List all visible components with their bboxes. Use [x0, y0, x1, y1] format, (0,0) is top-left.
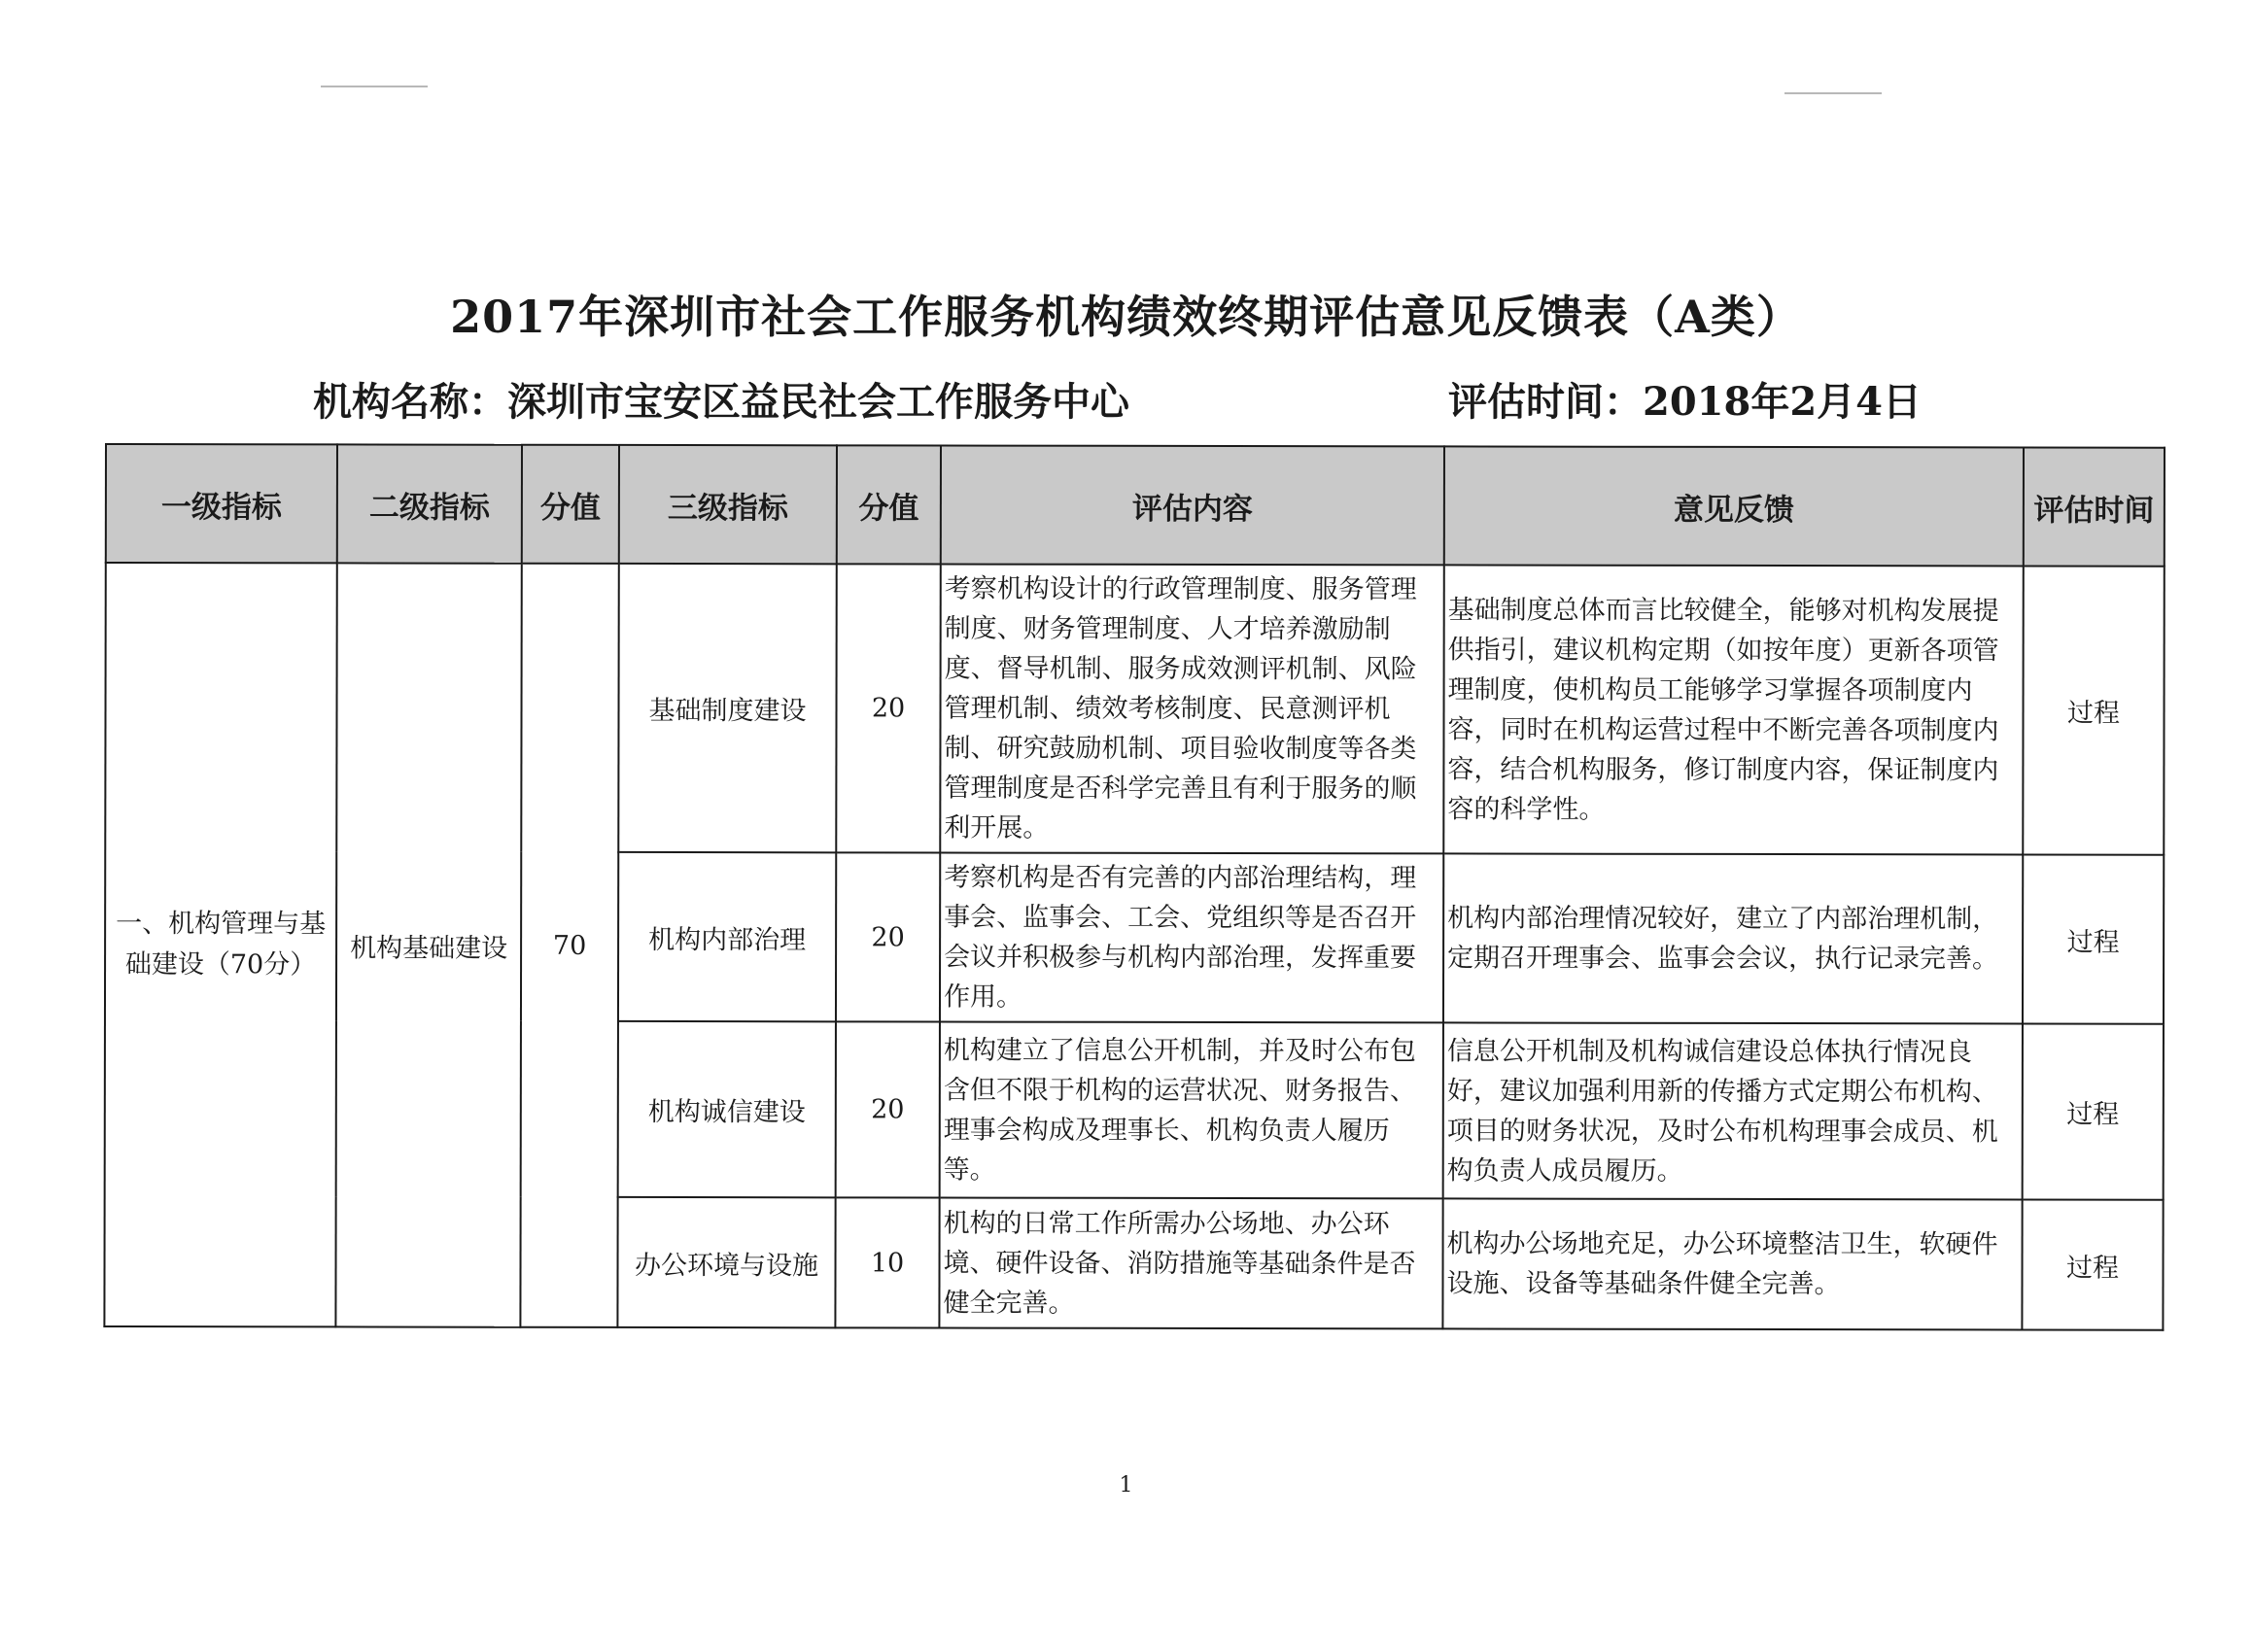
- evaluation-time-cell: 过程: [2023, 1023, 2164, 1199]
- level3-indicator-cell: 基础制度建设: [618, 564, 837, 852]
- feedback-cell: 信息公开机制及机构诚信建设总体执行情况良好，建议加强利用新的传播方式定期公布机构、项目的财务状况，及时公布机构理事会成员、机构负责人成员履历。: [1443, 1022, 2023, 1199]
- column-header: 分值: [837, 445, 941, 564]
- evaluation-date-line: [1448, 371, 1922, 427]
- evaluation-time-cell: 过程: [2023, 566, 2165, 854]
- column-header: 分值: [522, 445, 619, 564]
- evaluation-time-cell: 过程: [2022, 1199, 2163, 1329]
- evaluation-time-cell: 过程: [2023, 854, 2164, 1023]
- level3-indicator-cell: 机构诚信建设: [618, 1021, 836, 1197]
- column-header: 三级指标: [619, 445, 837, 564]
- evaluation-content-cell: 机构建立了信息公开机制，并及时公布包含但不限于机构的运营状况、财务报告、理事会构成及理事长、机构负责人履历等。: [940, 1022, 1443, 1199]
- column-header: 评估时间: [2024, 447, 2165, 566]
- feedback-cell: 基础制度总体而言比较健全，能够对机构发展提供指引，建议机构定期（如按年度）更新各项管理制度，使机构员工能够学习掌握各项制度内容，同时在机构运营过程中不断完善各项制度内容，结合机构服务，修订制度内容，保证制度内容的科学性。: [1443, 565, 2024, 854]
- page-number: 1: [1119, 1473, 1133, 1497]
- level3-score-cell: 10: [835, 1197, 939, 1327]
- level2-indicator-cell: 机构基础建设: [335, 563, 521, 1326]
- level3-score-cell: 20: [836, 1021, 940, 1197]
- column-header: 评估内容: [941, 446, 1444, 566]
- evaluation-table: [103, 443, 2165, 1331]
- evaluation-date-value: 2018年2月4日: [1643, 379, 1922, 425]
- column-header: 意见反馈: [1444, 446, 2024, 566]
- evaluation-date-label: 评估时间：: [1448, 379, 1643, 425]
- level2-score-cell: 70: [520, 564, 618, 1327]
- evaluation-content-cell: 考察机构是否有完善的内部治理结构，理事会、监事会、工会、党组织等是否召开会议并积极参与机构内部治理，发挥重要作用。: [940, 853, 1443, 1023]
- table-header-row: [106, 444, 2165, 567]
- level3-indicator-cell: 办公环境与设施: [617, 1197, 835, 1327]
- organization-name: 深圳市宝安区益民社会工作服务中心: [507, 379, 1129, 425]
- evaluation-content-cell: 机构的日常工作所需办公场地、办公环境、硬件设备、消防措施等基础条件是否健全完善。: [939, 1197, 1442, 1328]
- evaluation-content-cell: 考察机构设计的行政管理制度、服务管理制度、财务管理制度、人才培养激励制度、督导机制、服务成效测评机制、风险管理机制、绩效考核制度、民意测评机制、研究鼓励机制、项目验收制度等各类管理制度是否科学完善且有利于服务的顺利开展。: [940, 565, 1444, 854]
- level1-indicator-cell: 一、机构管理与基础建设（70分）: [104, 563, 336, 1326]
- page-title: 2017年深圳市社会工作服务机构绩效终期评估意见反馈表（A类）: [450, 291, 1802, 343]
- organization-label: 机构名称：: [313, 379, 507, 425]
- column-header: 二级指标: [337, 444, 522, 563]
- level3-score-cell: 20: [836, 852, 940, 1021]
- feedback-cell: 机构内部治理情况较好，建立了内部治理机制，定期召开理事会、监事会会议，执行记录完善。: [1443, 853, 2023, 1023]
- column-header: 一级指标: [106, 444, 337, 563]
- organization-line: [313, 371, 1129, 427]
- table-row: [105, 563, 2165, 855]
- level3-indicator-cell: 机构内部治理: [618, 852, 836, 1021]
- level3-score-cell: 20: [836, 564, 941, 852]
- scan-mark: [321, 86, 428, 87]
- feedback-cell: 机构办公场地充足，办公环境整洁卫生，软硬件设施、设备等基础条件健全完善。: [1442, 1198, 2022, 1329]
- scan-mark: [1784, 92, 1882, 94]
